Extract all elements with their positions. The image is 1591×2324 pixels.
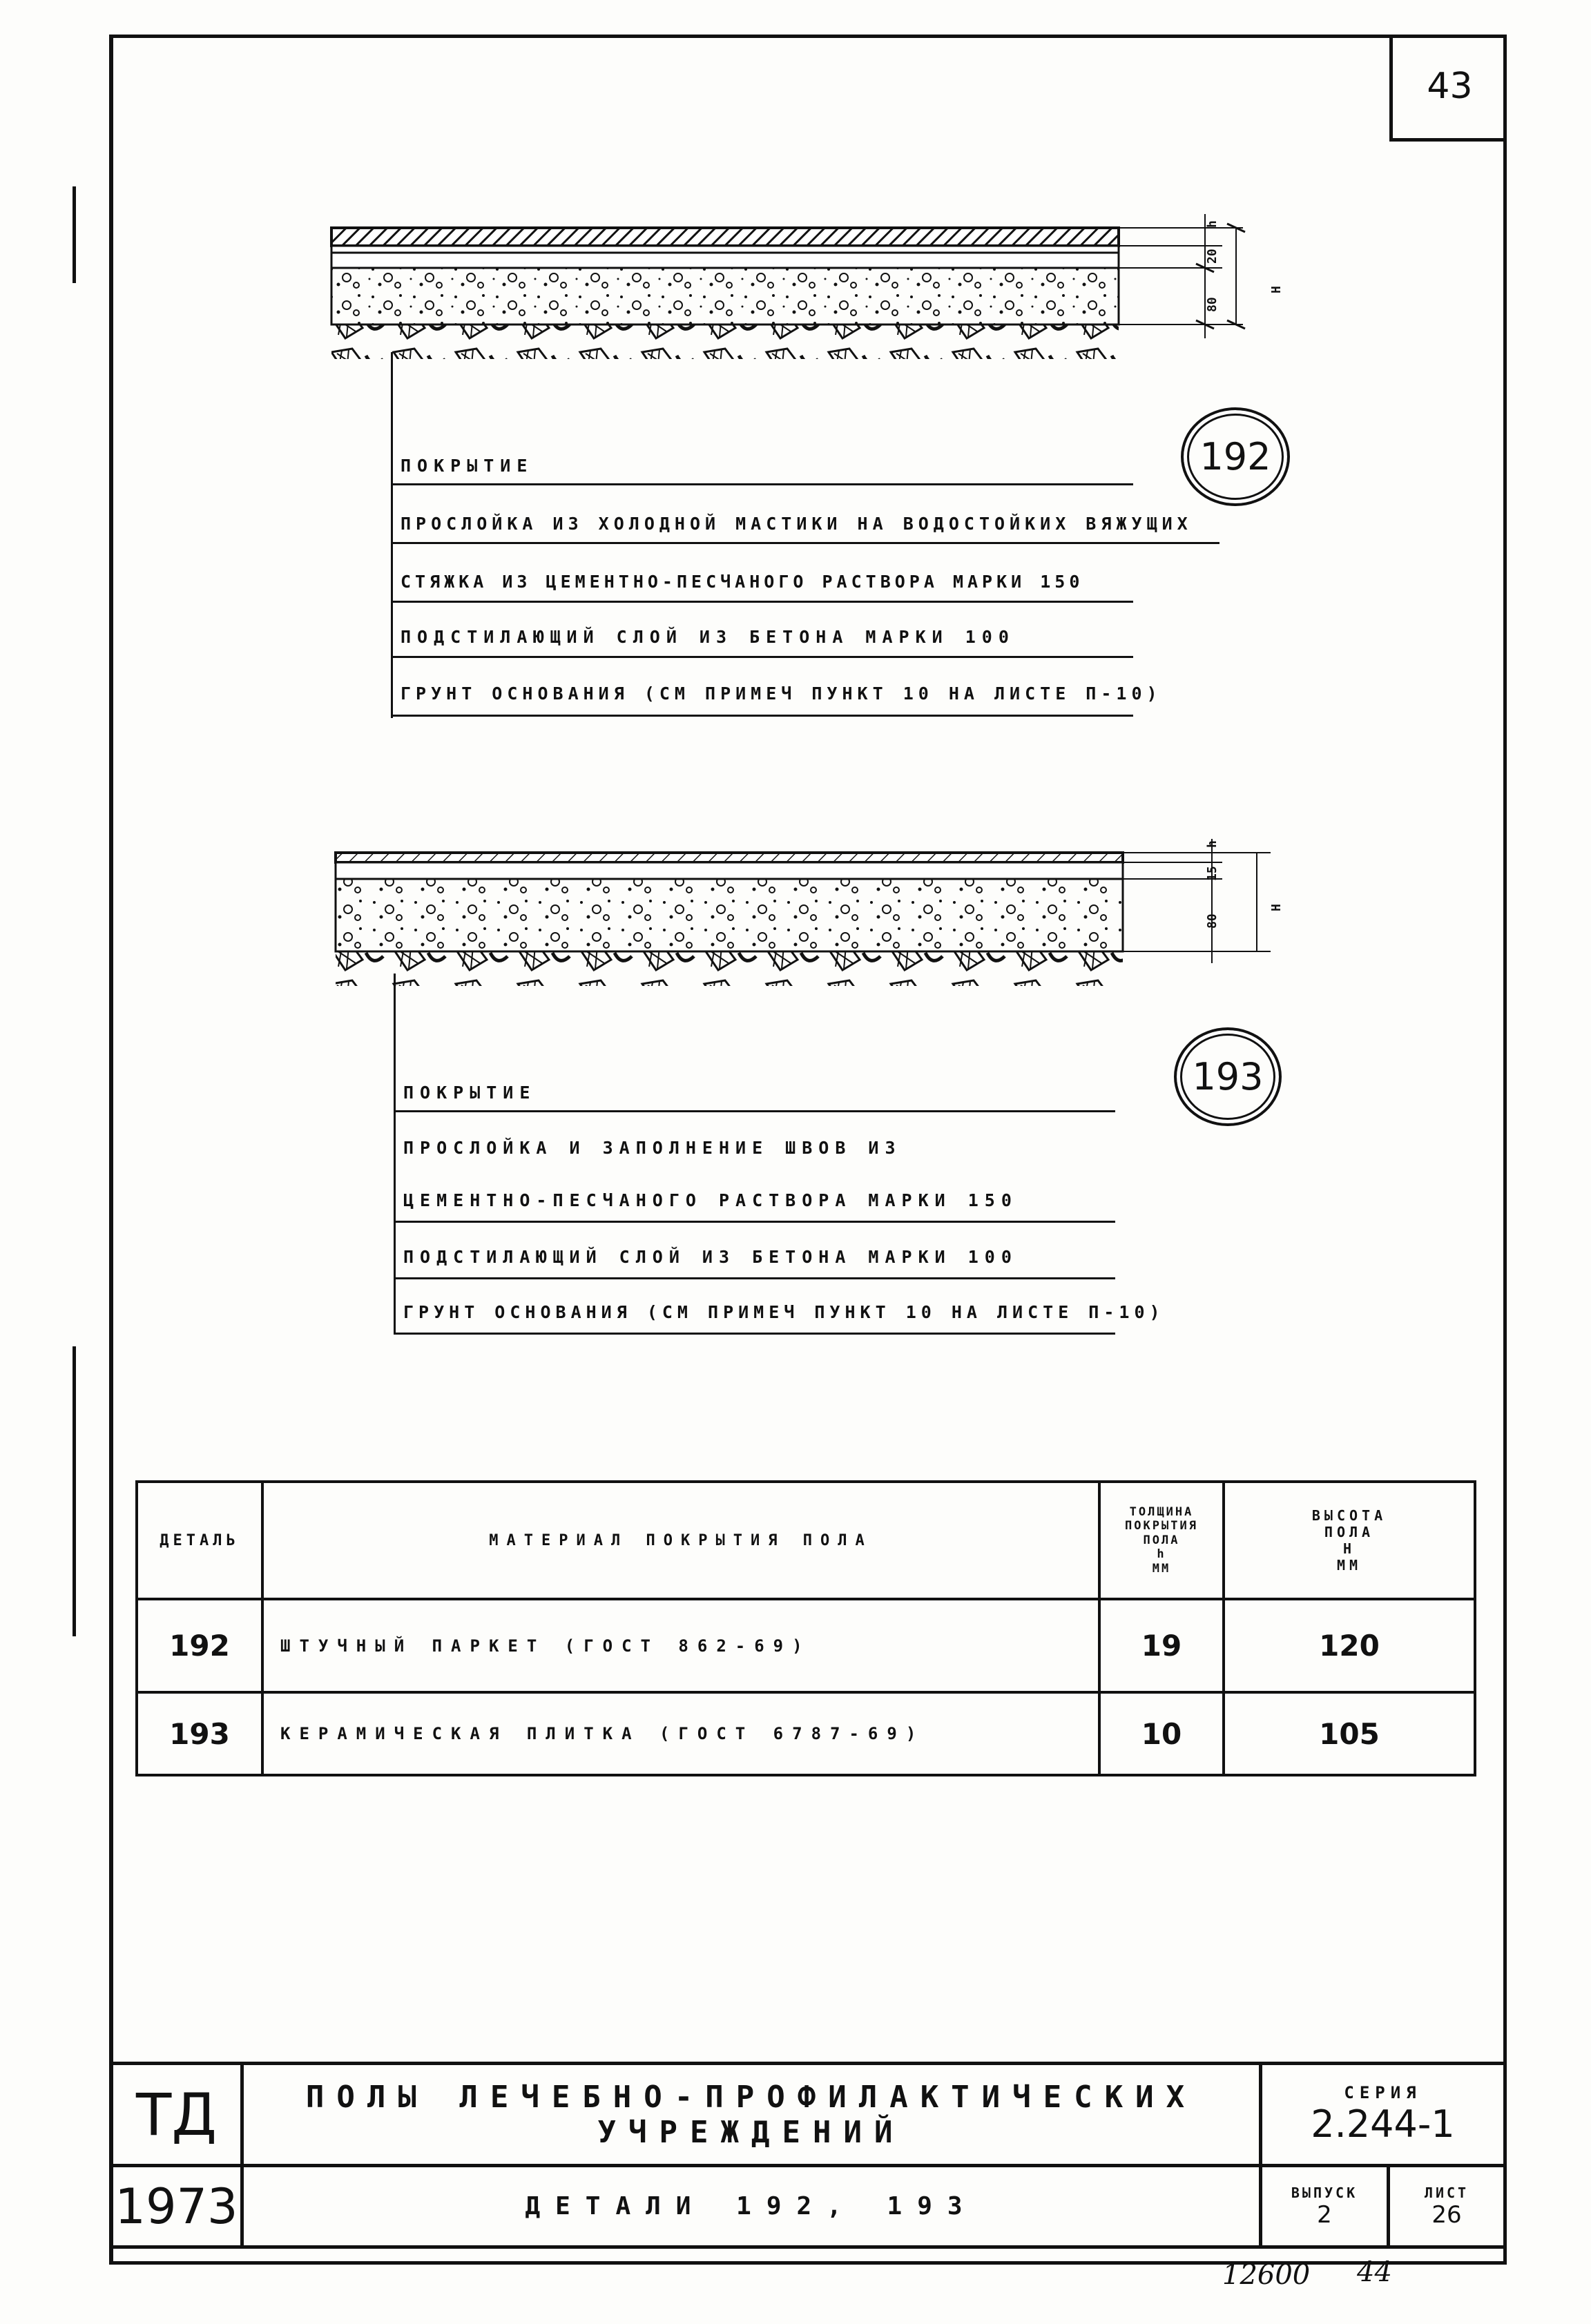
series-label: СЕРИЯ [1344,2083,1422,2102]
layer-label: ПРОСЛОЙКА И ЗАПОЛНЕНИЕ ШВОВ ИЗ [403,1138,902,1158]
layer-label: СТЯЖКА ИЗ ЦЕМЕНТНО-ПЕСЧАНОГО РАСТВОРА МАРКИ 150 [401,572,1084,592]
dim-h-193: h [1205,840,1219,848]
header-height-l2: ПОЛА [1324,1524,1375,1540]
title-block [109,2062,1507,2249]
concrete-layer [331,268,1119,325]
layer-label: ПОДСТИЛАЮЩИЙ СЛОЙ ИЗ БЕТОНА МАРКИ 100 [401,627,1015,647]
section-drawing-192 [325,207,1305,387]
dim-bottom-192: 80 [1205,297,1219,312]
row-thickness: 19 [1099,1599,1224,1692]
layer-label: ПОДСТИЛАЮЩИЙ СЛОЙ ИЗ БЕТОНА МАРКИ 100 [403,1247,1018,1267]
issue-cell [1261,2166,1389,2247]
leader-line [391,352,393,718]
layer-label: ПОКРЫТИЕ [401,456,534,476]
header-height [1224,1482,1475,1599]
dim-mid-193: 15 [1205,866,1219,881]
table-header-row [137,1482,1475,1599]
dim-bottom-193: 80 [1205,913,1219,929]
header-thickness [1099,1482,1224,1599]
dim-total-193: H [1269,904,1284,911]
stamp-page: 44 [1357,2256,1392,2288]
row-detail: 193 [137,1692,262,1775]
header-thickness-l2: ПОКРЫТИЯ [1125,1519,1198,1533]
mortar-layer [336,862,1123,879]
header-thickness-l4: h [1157,1547,1166,1562]
header-detail: ДЕТАЛЬ [137,1482,262,1599]
layer-label: ПРОСЛОЙКА ИЗ ХОЛОДНОЙ МАСТИКИ НА ВОДОСТОЙКИХ ВЯЖУЩИХ [401,514,1193,534]
header-thickness-unit: ММ [1152,1561,1171,1576]
row-height: 120 [1224,1599,1475,1692]
row-material: КЕРАМИЧЕСКАЯ ПЛИТКА (ГОСТ 6787-69) [262,1692,1099,1775]
dim-h-192: h [1205,220,1219,228]
layer-label: ГРУНТ ОСНОВАНИЯ (СМ ПРИМЕЧ ПУНКТ 10 НА ЛИСТЕ П-10) [401,684,1162,704]
row-material: ШТУЧНЫЙ ПАРКЕТ (ГОСТ 862-69) [262,1599,1099,1692]
drawing-title: ПОЛЫ ЛЕЧЕБНО-ПРОФИЛАКТИЧЕСКИХ УЧРЕЖДЕНИЙ [242,2064,1261,2166]
layer-label: ЦЕМЕНТНО-ПЕСЧАНОГО РАСТВОРА МАРКИ 150 [403,1190,1018,1210]
table-row [137,1599,1475,1692]
drawing-subtitle: ДЕТАЛИ 192, 193 [242,2166,1261,2247]
header-thickness-l3: ПОЛА [1143,1533,1180,1547]
tile-layer [336,853,1123,862]
sheet-value: 26 [1431,2200,1462,2229]
issue-value: 2 [1317,2200,1332,2229]
row-detail: 192 [137,1599,262,1692]
series-value: 2.244-1 [1311,2102,1455,2146]
header-height-unit: ММ [1336,1557,1362,1573]
header-height-l1: ВЫСОТА [1311,1507,1387,1524]
detail-marker-192: 192 [1181,407,1290,506]
layer-label: ГРУНТ ОСНОВАНИЯ (СМ ПРИМЕЧ ПУНКТ 10 НА ЛИСТЕ П-10) [403,1302,1165,1322]
table-row [137,1692,1475,1775]
dim-total-192: H [1269,286,1284,293]
title-code: ТД [111,2064,242,2166]
series-cell [1261,2064,1505,2166]
soil-layer [331,325,1119,359]
parquet-layer [331,228,1119,246]
row-thickness: 10 [1099,1692,1224,1775]
concrete-layer [336,879,1123,951]
page-number: 43 [1389,35,1507,142]
header-thickness-l1: ТОЛЩИНА [1129,1505,1194,1520]
binding-mark [73,186,76,283]
soil-layer [336,951,1123,986]
materials-table [135,1480,1476,1776]
layer-label: ПОКРЫТИЕ [403,1083,537,1103]
title-year: 1973 [111,2166,242,2247]
header-material: МАТЕРИАЛ ПОКРЫТИЯ ПОЛА [262,1482,1099,1599]
row-height: 105 [1224,1692,1475,1775]
stamp-number: 12600 [1222,2259,1311,2291]
issue-label: ВЫПУСК [1291,2184,1358,2201]
sheet-label: ЛИСТ [1424,2184,1469,2201]
sheet-cell [1389,2166,1505,2247]
section-drawing-193 [325,839,1305,1005]
screed-layer [331,253,1119,268]
detail-marker-193: 193 [1174,1027,1282,1126]
header-height-l3: H [1342,1540,1356,1557]
dim-mid-192: 20 [1205,249,1219,264]
binding-mark [73,1346,76,1636]
